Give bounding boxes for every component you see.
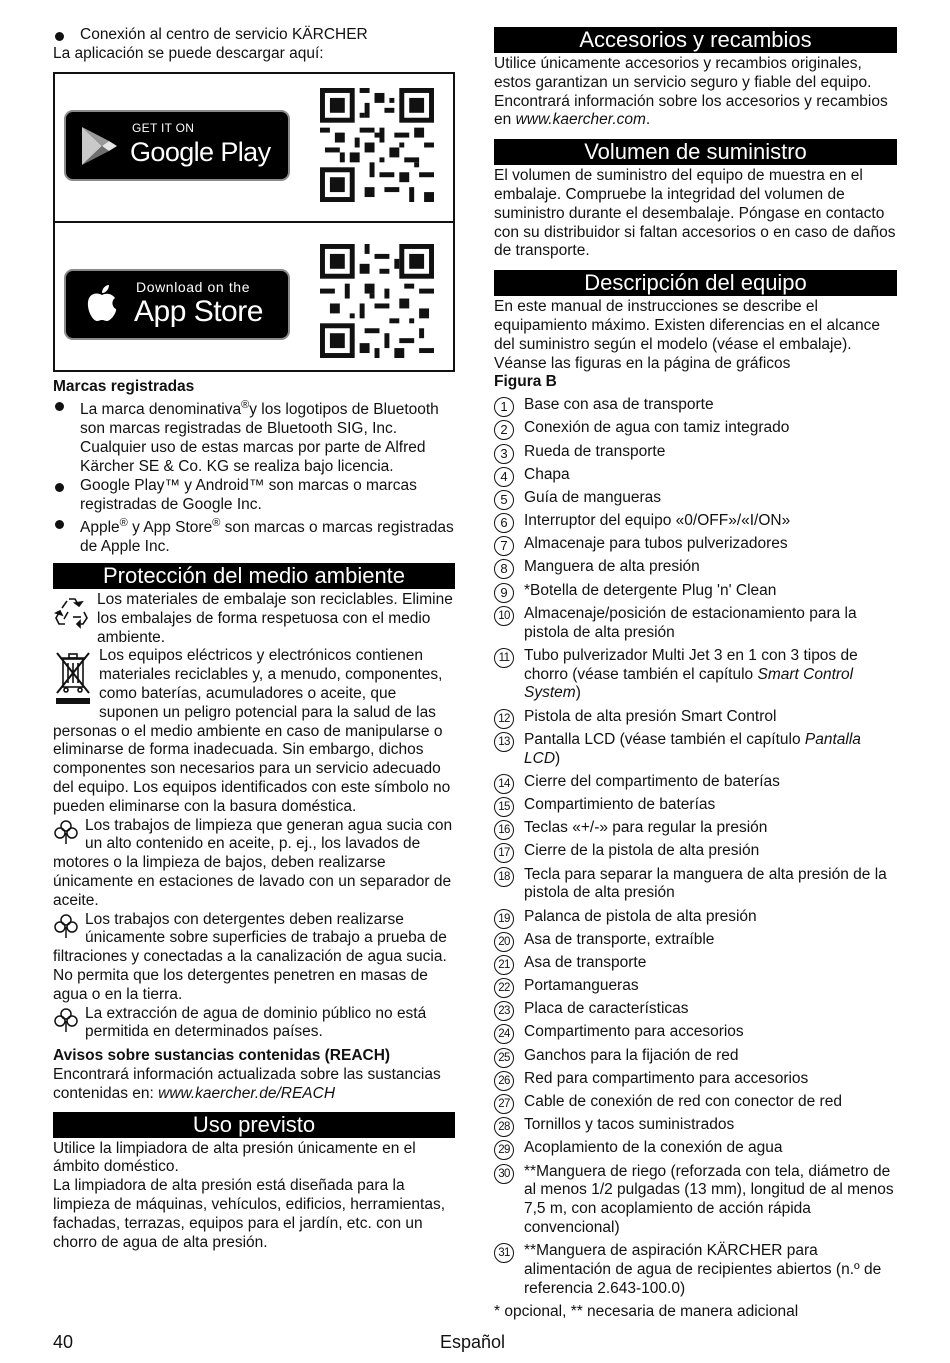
legend-item	[494, 954, 897, 973]
reach-link[interactable]: www.kaercher.de/REACH	[158, 1084, 336, 1102]
env-p5: La extracción de agua de dominio público no está permitida en determinados países.	[85, 1004, 427, 1041]
env-recycle-paragraph	[53, 591, 455, 647]
legend-text: Tecla para separar la manguera de alta presión de la pistola de alta presión	[524, 865, 887, 902]
environment-icon	[53, 913, 79, 939]
apple-logo-icon	[84, 283, 120, 325]
left-column	[53, 26, 455, 1252]
legend-item	[494, 908, 897, 927]
desc-text: En este manual de instrucciones se describe el equipamiento máximo. Existen diferencias en el alcance del suministro según el modelo (véase el embalaje).	[494, 298, 880, 353]
legend-item	[494, 512, 897, 531]
legend-text: Portamangueras	[524, 977, 639, 995]
legend-item	[494, 558, 897, 577]
legend-text: Interruptor del equipo «0/OFF»/«I/ON»	[524, 512, 791, 530]
env-p2: Los equipos eléctricos y electrónicos contienen materiales reciclables y, a menudo, componentes, como baterías, acumuladores o aceite, que suponen un peligro potencial para la salud de las personas o el medio ambiente en caso de manipularse o eliminarse de forma inadecuada. Sin embargo, dichos componentes son necesarios para un servicio adecuado del equipo. Los equipos identificados con este símbolo no pueden eliminarse con la basura doméstica.	[53, 647, 451, 815]
tm-b1b: y los logotipos de Bluetooth son marcas registradas de Bluetooth SIG, Inc. Cualquier uso de estas marcas por parte de Alfred Kärcher SE & Co. KG se realiza bajo licencia.	[80, 401, 439, 475]
qr-code-google[interactable]	[320, 88, 434, 202]
legend-text-italic: Smart Control System	[524, 665, 854, 702]
tm-b3a: Apple	[80, 519, 120, 537]
legend-number: 5	[494, 490, 514, 510]
registered-mark: ®	[119, 517, 128, 530]
legend-number: 14	[494, 774, 514, 794]
legend-text: Cable de conexión de red con conector de red	[524, 1093, 842, 1111]
google-play-badge[interactable]	[64, 110, 290, 181]
legend-number: 26	[494, 1071, 514, 1091]
reach-text	[53, 1066, 455, 1104]
legend-number: 12	[494, 709, 514, 729]
env-water-paragraph	[53, 1005, 455, 1043]
legend-text: Almacenaje/posición de estacionamiento para la pistola de alta presión	[524, 604, 857, 641]
app-store-badge[interactable]	[64, 269, 290, 340]
legend-item	[494, 1139, 897, 1158]
tm-b3b: y App Store	[127, 519, 213, 537]
legend-number: 28	[494, 1117, 514, 1137]
legend-number: 6	[494, 513, 514, 533]
legend-text: Pantalla LCD (véase también el capítulo	[524, 730, 805, 748]
legend-text: Base con asa de transporte	[524, 396, 714, 414]
legend-text: Almacenaje para tubos pulverizadores	[524, 535, 788, 553]
legend-text: Conexión de agua con tamiz integrado	[524, 419, 790, 437]
env-weee-paragraph	[53, 647, 455, 816]
legend-number: 30	[494, 1164, 514, 1184]
figure-legend-list	[494, 396, 897, 1298]
registered-mark: ®	[212, 517, 221, 530]
environment-icon	[53, 819, 79, 845]
legend-item	[494, 582, 897, 601]
env-detergent-paragraph	[53, 911, 455, 1005]
legend-text: Palanca de pistola de alta presión	[524, 907, 757, 925]
legend-number: 27	[494, 1094, 514, 1114]
legend-item	[494, 1070, 897, 1089]
tm-b1a: La marca denominativa	[80, 401, 242, 419]
trademark-google: Google Play™ y Android™ son marcas o marcas registradas de Google Inc.	[53, 477, 455, 515]
env-section-title: Protección del medio ambiente	[53, 563, 455, 589]
reach-text-body: Encontrará información actualizada sobre las sustancias contenidas en:	[53, 1066, 441, 1102]
legend-text: Cierre del compartimento de baterías	[524, 772, 780, 790]
legend-text: Rueda de transporte	[524, 442, 666, 460]
legend-number: 17	[494, 843, 514, 863]
legend-item	[494, 708, 897, 727]
legend-text: Acoplamiento de la conexión de agua	[524, 1139, 783, 1157]
env-p3: Los trabajos de limpieza que generan agua sucia con un alto contenido en aceite, p. ej., los lavados de motores o la limpieza de bajos, deben realizarse únicamente en estaciones de lavado con un separador de aceite.	[53, 816, 453, 909]
legend-text: Asa de transporte, extraíble	[524, 930, 715, 948]
legend-item	[494, 1116, 897, 1135]
app-store-small: Download on the	[136, 278, 251, 295]
legend-item	[494, 931, 897, 950]
legend-item	[494, 489, 897, 508]
legend-number: 22	[494, 978, 514, 998]
legend-number: 10	[494, 606, 514, 626]
page-number: 40	[53, 1332, 74, 1352]
legend-number: 18	[494, 867, 514, 887]
desc-section-title: Descripción del equipo	[494, 270, 897, 296]
footer-language: Español	[440, 1332, 506, 1352]
use-p2: La limpiadora de alta presión está diseñada para la limpieza de máquinas, vehículos, edificios, herramientas, fachadas, terrazas, equipos para el jardín, etc. con un chorro de agua de alta presión.	[53, 1177, 445, 1251]
legend-item	[494, 1047, 897, 1066]
legend-item	[494, 796, 897, 815]
legend-text: Chapa	[524, 465, 570, 483]
use-p1: Utilice la limpiadora de alta presión únicamente en el ámbito doméstico.	[53, 1139, 416, 1176]
legend-number: 20	[494, 932, 514, 952]
desc-text2: Véanse las figuras en la página de gráficos	[494, 354, 791, 372]
legend-item	[494, 605, 897, 643]
env-oil-paragraph	[53, 817, 455, 911]
legend-number: 13	[494, 732, 514, 752]
legend-number: 9	[494, 583, 514, 603]
legend-item	[494, 419, 897, 438]
legend-number: 24	[494, 1024, 514, 1044]
legend-item	[494, 443, 897, 462]
legend-number: 16	[494, 820, 514, 840]
legend-number: 1	[494, 397, 514, 417]
trademarks-heading: Marcas registradas	[53, 377, 195, 395]
legend-item	[494, 1242, 897, 1298]
legend-item	[494, 731, 897, 769]
legend-item	[494, 773, 897, 792]
right-column	[494, 26, 897, 1322]
vol-text: El volumen de suministro del equipo de muestra en el embalaje. Compruebe la integridad del volumen de suministro durante el desembalaje. Póngase en contacto con su distribuidor si faltan accesorios o en caso de daños de transporte.	[494, 167, 896, 260]
qr-code-apple[interactable]	[320, 244, 434, 358]
reach-heading: Avisos sobre sustancias contenidas (REACH)	[53, 1047, 391, 1065]
legend-item	[494, 466, 897, 485]
env-p4: Los trabajos con detergentes deben realizarse únicamente sobre superficies de trabajo a prueba de filtraciones y conectadas a la canalización de agua sucia. No permita que los detergentes penetren en masas de agua o en la tierra.	[53, 910, 447, 1003]
legend-number: 11	[494, 648, 514, 668]
legend-number: 2	[494, 420, 514, 440]
intro-bullet: Conexión al centro de servicio KÄRCHER	[53, 26, 455, 45]
google-play-small: GET IT ON	[132, 120, 195, 135]
legend-item	[494, 1000, 897, 1019]
acc-section-title: Accesorios y recambios	[494, 27, 897, 53]
legend-number: 19	[494, 909, 514, 929]
legend-text: Teclas «+/-» para regular la presión	[524, 819, 768, 837]
legend-number: 15	[494, 797, 514, 817]
use-section-title: Uso previsto	[53, 1112, 455, 1138]
legend-number: 8	[494, 559, 514, 579]
legend-text: Compartimiento de baterías	[524, 795, 716, 813]
legend-item	[494, 1163, 897, 1238]
app-download-box	[53, 72, 455, 372]
legend-text: Ganchos para la fijación de red	[524, 1046, 739, 1064]
trademark-apple	[53, 514, 455, 557]
legend-item	[494, 866, 897, 904]
figure-label: Figura B	[494, 373, 557, 391]
legend-text-italic: Pantalla LCD	[524, 730, 861, 767]
footnote: * opcional, ** necesaria de manera adicional	[494, 1302, 799, 1320]
legend-text: Tornillos y tacos suministrados	[524, 1116, 735, 1134]
legend-text: Cierre de la pistola de alta presión	[524, 842, 760, 860]
legend-item	[494, 647, 897, 703]
environment-icon	[53, 1007, 79, 1033]
legend-item	[494, 1023, 897, 1042]
legend-text: *Botella de detergente Plug 'n' Clean	[524, 581, 777, 599]
acc-text	[494, 55, 897, 130]
legend-item	[494, 1093, 897, 1112]
legend-number: 29	[494, 1140, 514, 1160]
legend-item	[494, 396, 897, 415]
acc-text-end: .	[645, 111, 651, 129]
legend-text: **Manguera de riego (reforzada con tela, diámetro de al menos 1/2 pulgadas (13 mm), longitud de al menos 7,5 m, con acoplamiento de acción rápida convencional)	[524, 1162, 894, 1236]
legend-item	[494, 819, 897, 838]
legend-text: Compartimento para accesorios	[524, 1023, 744, 1041]
legend-number: 21	[494, 955, 514, 975]
legend-item	[494, 977, 897, 996]
google-play-big: Google Play	[130, 136, 271, 167]
legend-text: Guía de mangueras	[524, 488, 662, 506]
legend-text-end: )	[555, 749, 561, 767]
legend-number: 3	[494, 444, 514, 464]
legend-number: 7	[494, 536, 514, 556]
registered-mark: ®	[241, 399, 250, 412]
legend-number: 31	[494, 1243, 514, 1263]
tm-b3c: son marcas o marcas registradas de Apple Inc.	[80, 519, 454, 556]
legend-text: Placa de características	[524, 1000, 689, 1018]
recycling-icon	[53, 593, 91, 631]
acc-text-body: Utilice únicamente accesorios y recambios originales, estos garantizan un servicio seguro y fiable del equipo. Encontrará información sobre los accesorios y recambios en	[494, 55, 888, 129]
env-p1: Los materiales de embalaje son reciclables. Elimine los embalajes de forma respetuosa con el medio ambiente.	[97, 591, 453, 646]
legend-text: Asa de transporte	[524, 953, 647, 971]
crossed-bin-icon	[53, 649, 93, 707]
vol-section-title: Volumen de suministro	[494, 139, 897, 165]
legend-item	[494, 535, 897, 554]
intro-line: La aplicación se puede descargar aquí:	[53, 44, 324, 62]
legend-item	[494, 842, 897, 861]
legend-number: 23	[494, 1001, 514, 1021]
trademark-bluetooth	[53, 396, 455, 476]
legend-text: Pistola de alta presión Smart Control	[524, 707, 777, 725]
legend-text: **Manguera de aspiración KÄRCHER para alimentación de agua de recipientes abiertos (n.º de referencia 2.643-100.0)	[524, 1242, 882, 1297]
legend-text: Red para compartimento para accesorios	[524, 1069, 809, 1087]
legend-number: 25	[494, 1048, 514, 1068]
google-play-icon	[80, 125, 120, 167]
legend-text-end: )	[575, 684, 581, 702]
legend-text: Tubo pulverizador Multi Jet 3 en 1 con 3 tipos de chorro (véase también el capítulo	[524, 646, 858, 683]
acc-link[interactable]: www.kaercher.com	[515, 111, 646, 129]
app-store-big: App Store	[134, 294, 263, 328]
legend-text: Manguera de alta presión	[524, 558, 700, 576]
legend-number: 4	[494, 467, 514, 487]
